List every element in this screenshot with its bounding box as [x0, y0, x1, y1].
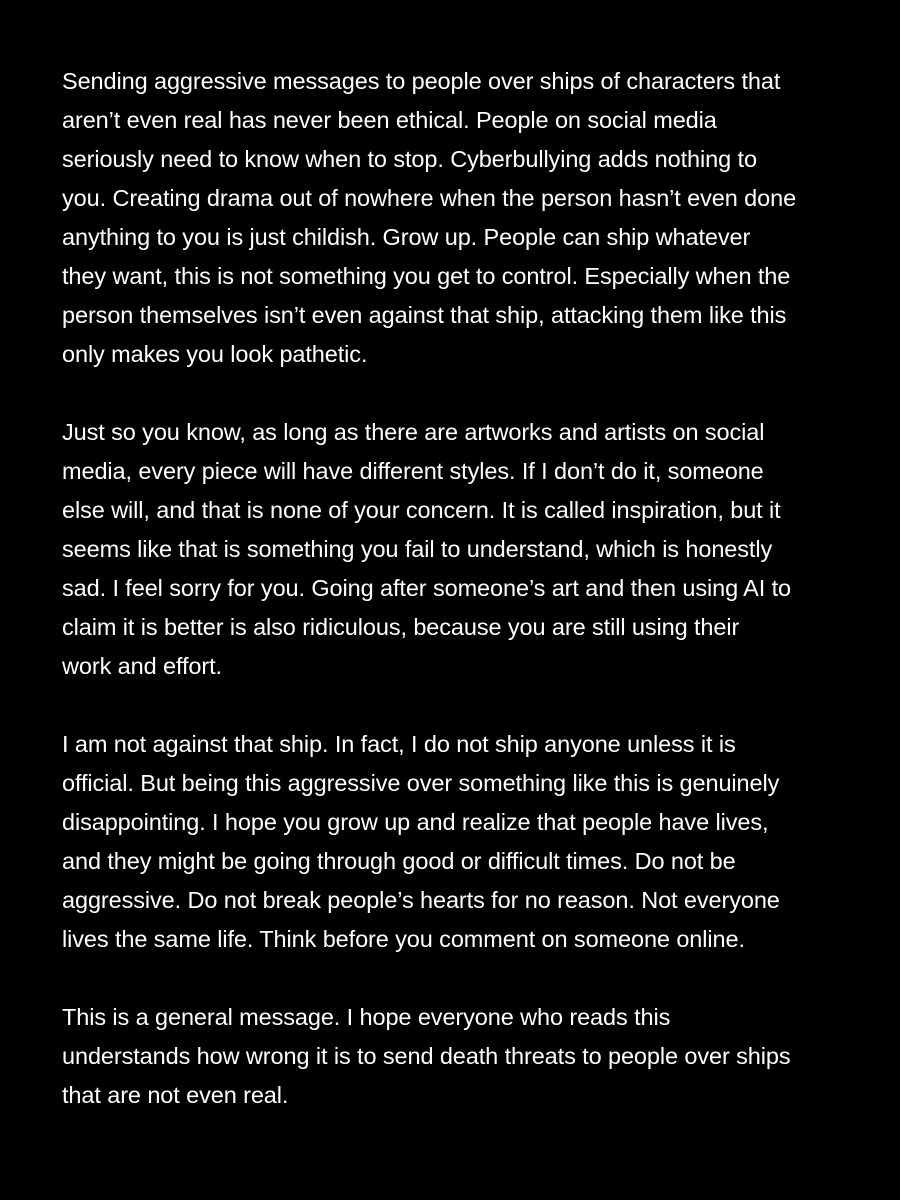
text-line: official. But being this aggressive over something like this is genuinely: [62, 770, 780, 796]
text-line: you. Creating drama out of nowhere when the person hasn’t even done: [62, 185, 797, 211]
text-line: anything to you is just childish. Grow up. People can ship whatever: [62, 224, 751, 250]
text-line: aggressive. Do not break people’s hearts for no reason. Not everyone: [62, 887, 780, 913]
text-line: claim it is better is also ridiculous, because you are still using their: [62, 614, 740, 640]
paragraph-4: [62, 998, 842, 1115]
text-line: disappointing. I hope you grow up and realize that people have lives,: [62, 809, 769, 835]
paragraph-3: [62, 725, 842, 959]
text-line: they want, this is not something you get to control. Especially when the: [62, 263, 791, 289]
text-line: else will, and that is none of your concern. It is called inspiration, but it: [62, 497, 781, 523]
text-line: Just so you know, as long as there are artworks and artists on social: [62, 419, 765, 445]
text-line: media, every piece will have different styles. If I don’t do it, someone: [62, 458, 764, 484]
text-line: This is a general message. I hope everyone who reads this: [62, 1004, 671, 1030]
text-line: seriously need to know when to stop. Cyberbullying adds nothing to: [62, 146, 757, 172]
text-line: seems like that is something you fail to understand, which is honestly: [62, 536, 773, 562]
text-line: work and effort.: [62, 653, 222, 679]
message-text-block: [62, 62, 842, 1115]
text-line: person themselves isn’t even against that ship, attacking them like this: [62, 302, 787, 328]
text-line: that are not even real.: [62, 1082, 289, 1108]
text-line: I am not against that ship. In fact, I do not ship anyone unless it is: [62, 731, 736, 757]
paragraph-2: [62, 413, 842, 686]
text-line: only makes you look pathetic.: [62, 341, 368, 367]
text-line: aren’t even real has never been ethical. People on social media: [62, 107, 717, 133]
text-line: Sending aggressive messages to people over ships of characters that: [62, 68, 781, 94]
text-line: and they might be going through good or difficult times. Do not be: [62, 848, 736, 874]
text-line: sad. I feel sorry for you. Going after someone’s art and then using AI to: [62, 575, 792, 601]
text-line: lives the same life. Think before you comment on someone online.: [62, 926, 745, 952]
paragraph-1: [62, 62, 842, 374]
text-line: understands how wrong it is to send death threats to people over ships: [62, 1043, 791, 1069]
